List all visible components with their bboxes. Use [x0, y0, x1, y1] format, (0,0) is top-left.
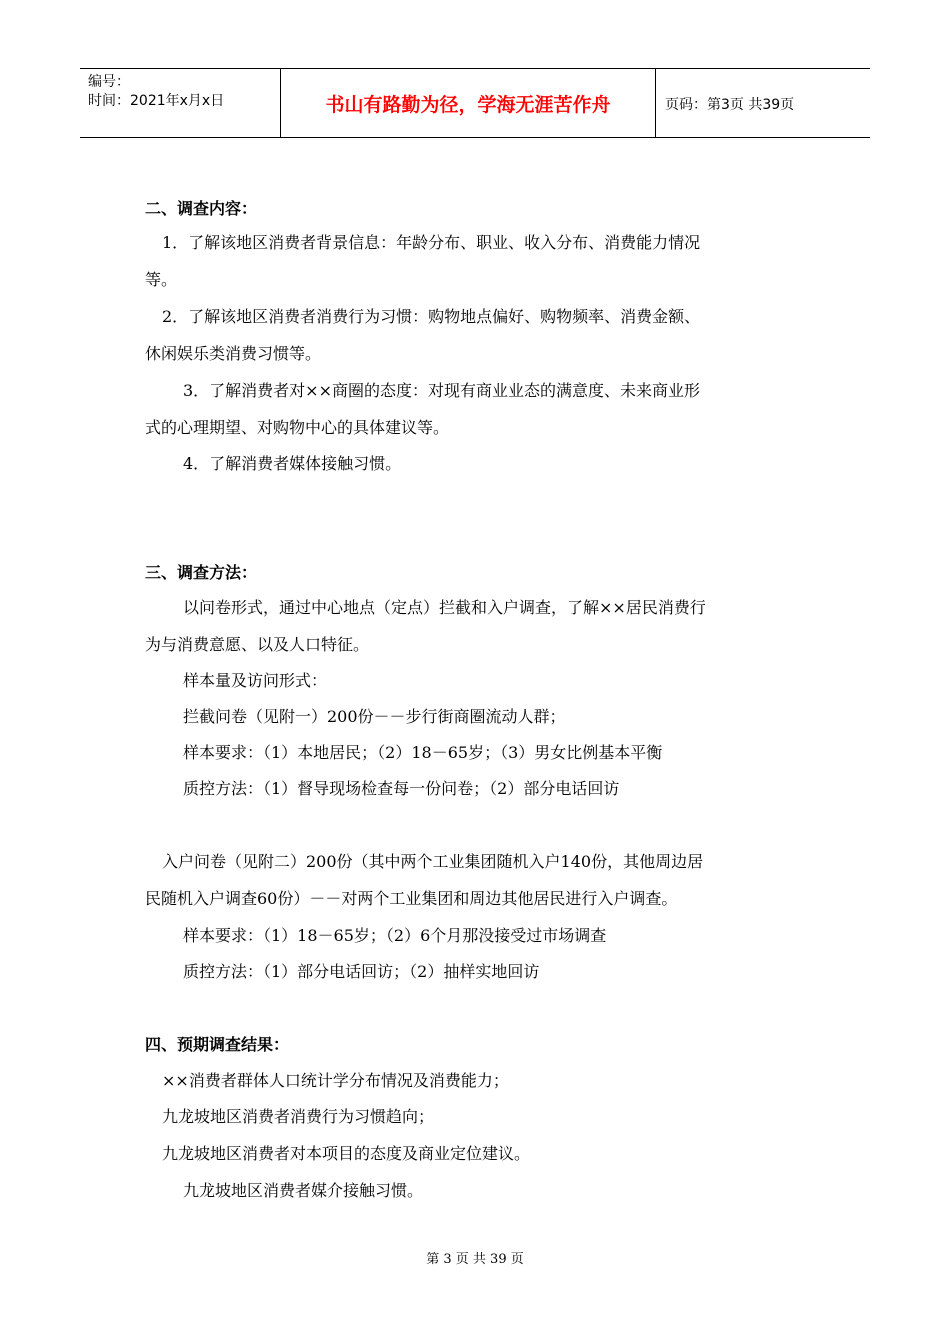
intercept-survey: 拦截问卷（见附一）200份－－步行街商圈流动人群；	[183, 707, 566, 726]
home-survey-line2: 民随机入户调查60份）－－对两个工业集团和周边其他居民进行入户调查。	[145, 889, 678, 908]
section3-intro-line1: 以问卷形式，通过中心地点（定点）拦截和入户调查，了解××居民消费行	[183, 598, 706, 617]
motto: 书山有路勤为径，学海无涯苦作舟	[325, 93, 611, 116]
section2-item3-line1: 3．了解消费者对××商圈的态度：对现有商业业态的满意度、未来商业形	[183, 381, 700, 400]
section2-item3-line2: 式的心理期望、对购物中心的具体建议等。	[145, 418, 450, 437]
page-footer: 第 3 页 共 39 页	[426, 1252, 524, 1267]
intercept-quality-control: 质控方法：（1）督导现场检查每一份问卷；（2）部分电话回访	[183, 779, 620, 798]
section2-item2-line2: 休闲娱乐类消费习惯等。	[145, 344, 322, 363]
section2-item2-line1: 2．了解该地区消费者消费行为习惯：购物地点偏好、购物频率、消费金额、	[162, 307, 701, 326]
time-label: 时间：2021年x月x日	[88, 93, 225, 109]
section3-heading: 三、调查方法：	[145, 563, 258, 582]
header-table	[80, 68, 870, 138]
home-requirements: 样本要求：（1）18－65岁；（2）6个月那没接受过市场调查	[183, 926, 607, 945]
page-info: 页码：第3页 共39页	[665, 97, 795, 113]
number-label: 编号：	[88, 74, 130, 90]
section2-item1-line2: 等。	[145, 270, 178, 289]
result-item: 九龙坡地区消费者对本项目的态度及商业定位建议。	[162, 1144, 531, 1163]
home-quality-control: 质控方法：（1）部分电话回访；（2）抽样实地回访	[183, 962, 540, 981]
home-survey-line1: 入户问卷（见附二）200份（其中两个工业集团随机入户140份，其他周边居	[162, 852, 704, 871]
section2-item4: 4．了解消费者媒体接触习惯。	[183, 454, 402, 473]
section3-intro-line2: 为与消费意愿、以及人口特征。	[145, 635, 370, 654]
result-item: 九龙坡地区消费者媒介接触习惯。	[183, 1181, 424, 1200]
result-item: 九龙坡地区消费者消费行为习惯趋向；	[162, 1107, 435, 1126]
sample-title: 样本量及访问形式：	[183, 671, 328, 690]
intercept-requirements: 样本要求：（1）本地居民；（2）18－65岁；（3）男女比例基本平衡	[183, 743, 663, 762]
header-meta	[88, 73, 224, 111]
header-divider	[655, 69, 656, 137]
section2-heading: 二、调查内容：	[145, 199, 258, 218]
result-item: ××消费者群体人口统计学分布情况及消费能力；	[162, 1071, 509, 1090]
section2-item1-line1: 1．了解该地区消费者背景信息：年龄分布、职业、收入分布、消费能力情况	[162, 233, 701, 252]
section4-heading: 四、预期调查结果：	[145, 1035, 290, 1054]
